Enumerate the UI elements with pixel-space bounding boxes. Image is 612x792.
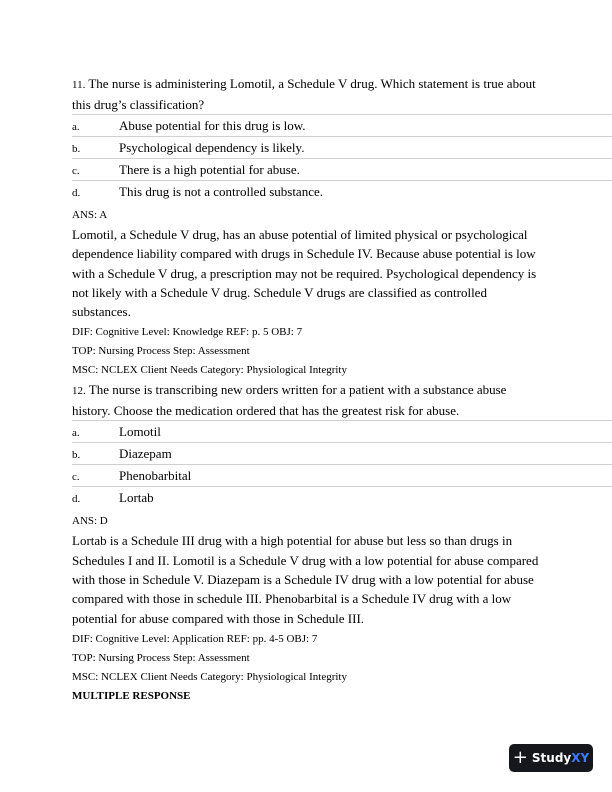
rationale: Lomotil, a Schedule V drug, has an abuse potential of limited physical or psychological dependence liability compared with drugs in Schedule IV. Because abuse potential is low with a Schedule V drug, a prescription may not be required. Psychological dependency is not likely with a Schedule V drug. Schedule V drugs are classified as controlled substances.	[72, 227, 537, 320]
document-page	[72, 74, 540, 706]
question-12-stem	[72, 380, 540, 420]
difficulty-meta: DIF: Cognitive Level: Knowledge REF: p. 5 OBJ: 7	[72, 326, 303, 339]
option-row[interactable]	[72, 180, 612, 202]
difficulty-meta: DIF: Cognitive Level: Application REF: pp. 4-5 OBJ: 7	[72, 632, 318, 645]
option-letter: c.	[72, 471, 80, 484]
studyxy-logo-badge[interactable]	[509, 744, 593, 772]
option-letter: d.	[72, 187, 81, 199]
category-meta: MSC: NCLEX Client Needs Category: Physiological Integrity	[72, 670, 347, 683]
option-text: Psychological dependency is likely.	[119, 140, 305, 155]
option-row[interactable]	[72, 442, 612, 464]
option-text: Phenobarbital	[119, 468, 192, 484]
option-text: Lortab	[119, 490, 154, 506]
option-row[interactable]	[72, 114, 612, 136]
rationale: Lortab is a Schedule III drug with a high potential for abuse but less so than drugs in Schedules I and II. Lomotil is a Schedule V drug with a low potential for abuse compared with those in Schedule V. Diazepam is a Schedule IV drug with a low potential for abuse compared with those in schedule III. Phenobarbital is a Schedule IV drug with a low potential for abuse compared with those in Schedule III.	[72, 533, 539, 626]
section-heading: MULTIPLE RESPONSE	[72, 689, 191, 702]
question-11-stem	[72, 74, 540, 114]
option-letter: a.	[72, 121, 80, 133]
option-letter: d.	[72, 493, 81, 506]
brand-suffix: XY	[571, 751, 590, 765]
option-letter: b.	[72, 449, 81, 462]
question-number: 12.	[72, 385, 86, 398]
brand-name	[532, 751, 589, 765]
plus-icon: +	[512, 747, 528, 768]
option-row[interactable]	[72, 420, 612, 442]
question-text: The nurse is transcribing new orders written for a patient with a substance abuse history. Choose the medication ordered that has the greatest risk for abuse.	[72, 382, 507, 419]
topic-meta: TOP: Nursing Process Step: Assessment	[72, 651, 250, 664]
option-text: This drug is not a controlled substance.	[119, 184, 323, 199]
question-text: The nurse is administering Lomotil, a Schedule V drug. Which statement is true about this drug’s classification?	[72, 76, 536, 112]
option-row[interactable]	[72, 136, 612, 158]
option-row[interactable]	[72, 158, 612, 180]
question-12-options	[72, 420, 612, 508]
brand-prefix: Study	[531, 751, 572, 765]
answer-key: ANS: D	[72, 515, 108, 528]
answer-key: ANS: A	[72, 209, 108, 221]
option-text: Diazepam	[119, 446, 172, 462]
question-number: 11.	[72, 79, 86, 91]
topic-meta: TOP: Nursing Process Step: Assessment	[72, 345, 250, 358]
option-text: Abuse potential for this drug is low.	[119, 118, 306, 133]
option-row[interactable]	[72, 464, 612, 486]
option-text: Lomotil	[119, 424, 161, 440]
category-meta: MSC: NCLEX Client Needs Category: Physiological Integrity	[72, 364, 347, 377]
option-letter: c.	[72, 165, 80, 177]
option-letter: b.	[72, 143, 81, 155]
option-row[interactable]	[72, 486, 612, 508]
option-letter: a.	[72, 427, 80, 440]
question-11-options	[72, 114, 612, 202]
option-text: There is a high potential for abuse.	[119, 162, 300, 177]
